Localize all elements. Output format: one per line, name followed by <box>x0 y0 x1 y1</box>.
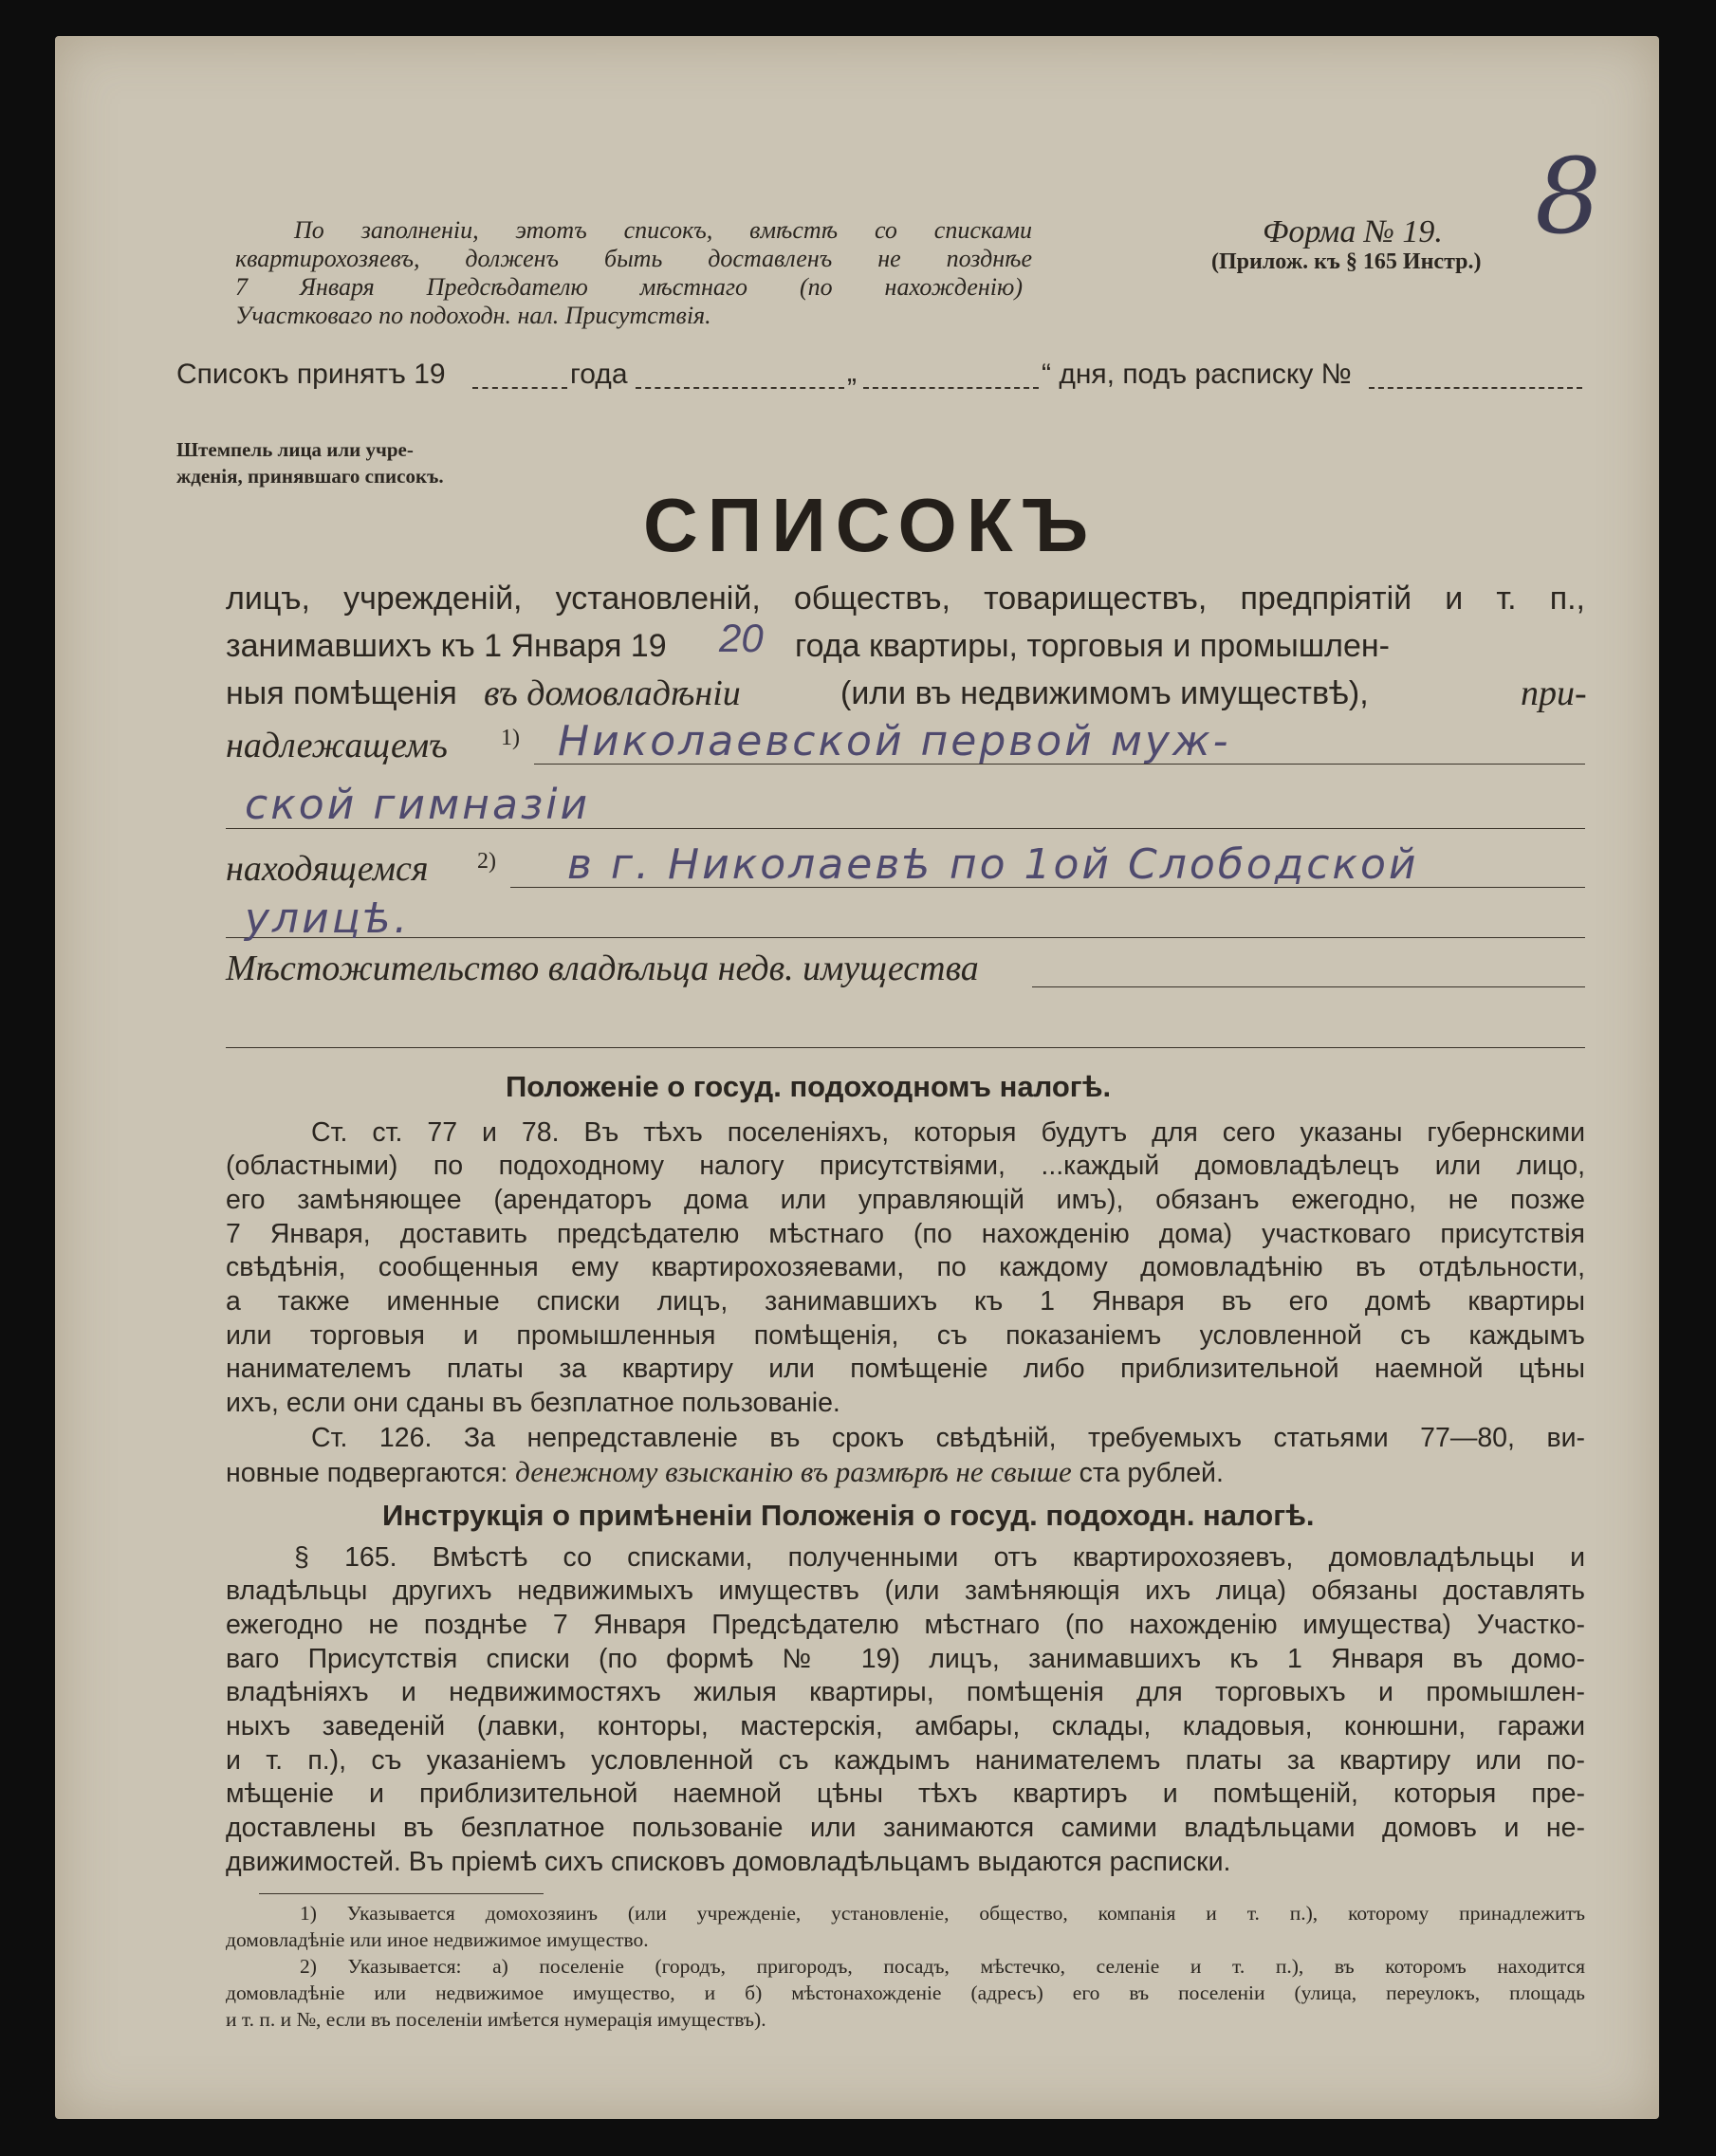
law-heading: Положеніе о госуд. подоходномъ налогѣ. <box>506 1070 1112 1103</box>
intro-text: года квартиры, торговыя и промышлен- <box>795 628 1390 664</box>
footnote-line: и т. п. и №, если въ поселеніи имѣется нумерація имуществъ). <box>226 2008 766 2031</box>
accepted-quote: „ <box>847 357 857 388</box>
instruction-line: владѣніяхъ и недвижимостяхъ жилыя квартиры, помѣщенія для торговыхъ и промышлен- <box>226 1677 1585 1707</box>
submission-note <box>235 216 1032 330</box>
handwritten-owner-2: ской гимназіи <box>245 781 591 829</box>
instruction-line: ваго Присутствія списки (по формѣ № 19) лицъ, занимавшихъ къ 1 Января въ домо- <box>226 1644 1585 1674</box>
blank-line <box>226 1047 1585 1048</box>
instruction-line: § 165. Вмѣстѣ со списками, полученными отъ квартирохозяевъ, домовладѣльцы и <box>294 1542 1585 1573</box>
owner-label: надлежащемъ <box>226 726 448 765</box>
law-line: его замѣняющее (арендаторъ дома или управляющій имъ), обязанъ ежегодно, не позже <box>226 1185 1585 1215</box>
intro-text: занимавшихъ къ 1 Января 19 <box>226 628 667 664</box>
law-text: новные подвергаются: <box>226 1458 508 1488</box>
footnote-ref: 1) <box>501 726 520 750</box>
blank-line <box>226 937 1585 938</box>
instruction-line: владѣльцы другихъ недвижимыхъ имуществъ (или замѣняющія ихъ лица) обязаны доставлять <box>226 1576 1585 1606</box>
accepted-line <box>55 359 1659 406</box>
accepted-year-word: года <box>570 359 628 390</box>
law-line: свѣдѣнія, сообщенныя ему квартирохозяевами, по каждому домовладѣнію въ отдѣльности, <box>226 1252 1585 1282</box>
handwritten-location-1: в г. Николаевѣ по 1ой Слободской <box>567 840 1419 889</box>
stamp-line: Штемпель лица или учре- <box>176 438 414 461</box>
law-line: (областными) по подоходному налогу присутствіями, ...каждый домовладѣлецъ или лицо, <box>226 1151 1585 1181</box>
note-line: квартирохозяевъ, долженъ быть доставленъ не позднѣе <box>235 245 1032 272</box>
residence-label: Мѣстожительство владѣльца недв. имущества <box>226 949 979 988</box>
instruction-line: ныхъ заведеній (лавки, конторы, мастерскія, амбары, склады, кладовыя, конюшни, гаражи <box>226 1711 1585 1741</box>
intro-line <box>226 616 1585 668</box>
law-line: Ст. 126. За непредставленіе въ срокъ свѣдѣній, требуемыхъ статьями 77—80, ви- <box>311 1423 1585 1453</box>
page-title: СПИСОКЪ <box>643 483 1098 567</box>
intro-text: ныя помѣщенія <box>226 675 457 711</box>
accepted-text: Списокъ принятъ 19 <box>176 359 446 390</box>
accepted-day: “ дня, подъ расписку № <box>1042 359 1352 390</box>
form-label: Форма № 19. <box>1263 214 1443 249</box>
law-line: ихъ, если они сданы въ безплатное пользованіе. <box>226 1388 840 1418</box>
law-line <box>226 1455 1585 1489</box>
handwritten-location-2: улицѣ. <box>245 894 411 943</box>
stamp-label <box>176 436 444 489</box>
location-label: находящемся <box>226 849 429 889</box>
law-text: ста рублей. <box>1079 1458 1224 1488</box>
note-line: 7 Января Предсѣдателю мѣстнаго (по нахожденію) <box>235 273 1023 301</box>
footnote-line: 2) Указывается: а) поселеніе (городъ, пригородъ, посадъ, мѣстечко, селеніе и т. п.), въ которомъ находится <box>300 1955 1585 1978</box>
footnote-line: домовладѣніе или иное недвижимое имущество. <box>226 1928 649 1951</box>
law-line: 7 Января, доставить предсѣдателю мѣстнаго (по нахожденію дома) участковаго присутствія <box>226 1219 1585 1249</box>
law-line: Ст. ст. 77 и 78. Въ тѣхъ поселеніяхъ, которыя будутъ для сего указаны губернскими <box>311 1117 1585 1148</box>
instruction-line: и т. п.), съ указаніемъ условленной съ каждымъ нанимателемъ платы за квартиру или по- <box>226 1745 1585 1776</box>
stamp-line: жденія, принявшаго списокъ. <box>176 465 444 488</box>
handwritten-year: 20 <box>719 616 764 660</box>
intro-text-italic: при- <box>1521 673 1587 713</box>
law-line: нанимателемъ платы за квартиру или помѣщеніе либо приблизительной наемной цѣны <box>226 1354 1585 1384</box>
footnote-ref: 2) <box>477 849 496 874</box>
page-number: 8 <box>1535 136 1601 257</box>
instruction-line: движимостей. Въ пріемѣ сихъ списковъ домовладѣльцамъ выдаются расписки. <box>226 1847 1231 1877</box>
intro-line: лицъ, учрежденій, установленій, обществъ, товариществъ, предпріятій и т. п., <box>226 580 1585 617</box>
handwritten-owner-1: Николаевской первой муж- <box>558 717 1231 765</box>
intro-text: (или въ недвижимомъ имуществѣ), <box>840 675 1369 711</box>
form-reference: (Прилож. къ § 165 Инстр.) <box>1211 249 1482 274</box>
instruction-line: ежегодно не позднѣе 7 Января Предсѣдателю мѣстнаго (по нахожденію имущества) Участко- <box>226 1610 1585 1640</box>
footnote-rule <box>259 1893 544 1894</box>
intro-text-italic: въ домовладѣніи <box>484 673 741 713</box>
instruction-heading: Инструкція о примѣненіи Положенія о госуд. подоходн. налогѣ. <box>382 1499 1315 1532</box>
residence-line <box>226 947 1585 990</box>
instruction-line: мѣщеніе и приблизительной наемной цѣны тѣхъ квартиръ и помѣщеній, которыя пре- <box>226 1778 1585 1809</box>
note-line: Участковаго по подоходн. нал. Присутствія. <box>235 302 711 329</box>
law-text-italic: денежному взысканію въ размѣрѣ не свыше <box>515 1455 1072 1488</box>
intro-line <box>226 672 1585 715</box>
law-line: а также именные списки лицъ, занимавшихъ къ 1 Января въ его домѣ квартиры <box>226 1286 1585 1317</box>
instruction-line: доставлены въ безплатное пользованіе или занимаются самими владѣльцами домовъ и не- <box>226 1813 1585 1843</box>
note-line: По заполненіи, этотъ списокъ, вмѣстѣ со списками <box>294 216 1032 244</box>
footnote-line: 1) Указывается домохозяинъ (или учрежденіе, установленіе, общество, компанія и т. п.), которому принадлежитъ <box>300 1902 1585 1925</box>
footnote-line: домовладѣніе или недвижимое имущество, и б) мѣстонахожденіе (адресъ) его въ поселеніи (улица, переулокъ, площадь <box>226 1981 1585 2004</box>
law-line: или торговыя и промышленныя помѣщенія, съ показаніемъ условленной съ каждымъ <box>226 1320 1585 1351</box>
document-page <box>55 36 1659 2119</box>
